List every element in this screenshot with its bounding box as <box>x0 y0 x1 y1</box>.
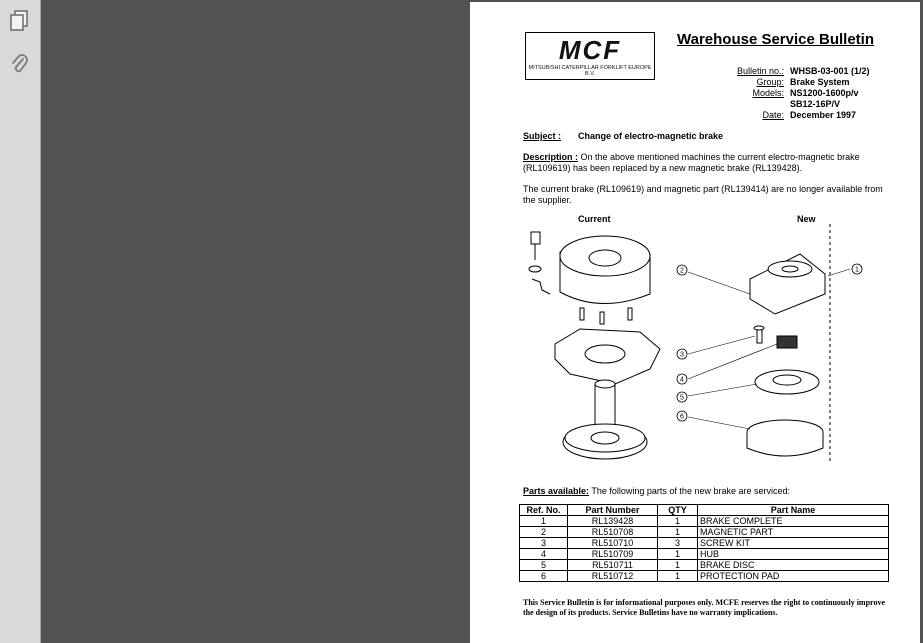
callout-5: 5 <box>680 394 684 402</box>
header-qty: QTY <box>658 505 698 516</box>
subject-label: Subject : <box>523 131 562 141</box>
new-label: New <box>797 214 816 224</box>
callout-4: 4 <box>680 376 684 384</box>
table-cell: RL510708 <box>568 527 658 538</box>
callout-3: 3 <box>680 351 684 359</box>
table-row <box>520 538 889 549</box>
table-cell: SCREW KIT <box>698 538 889 549</box>
bulletin-value: WHSB-03-001 (1/2) <box>790 66 870 76</box>
table-cell: 6 <box>520 571 568 582</box>
table-row <box>520 516 889 527</box>
table-cell: 1 <box>658 571 698 582</box>
logo-subtitle: MITSUBISHI CATERPILLAR FORKLIFT EUROPE B.V. <box>528 65 652 77</box>
table-cell: RL510709 <box>568 549 658 560</box>
mcf-logo <box>525 32 655 80</box>
table-cell: 1 <box>658 560 698 571</box>
side-panel <box>0 0 41 643</box>
header-ref: Ref. No. <box>520 505 568 516</box>
table-cell: PROTECTION PAD <box>698 571 889 582</box>
description-label: Description : <box>523 152 579 162</box>
table-cell: RL510711 <box>568 560 658 571</box>
description <box>523 152 893 174</box>
new-brake-drawing <box>747 224 830 464</box>
table-cell: 3 <box>520 538 568 549</box>
table-cell: MAGNETIC PART <box>698 527 889 538</box>
document-page <box>470 2 920 643</box>
description-text: On the above mentioned machines the current electro-magnetic brake (RL109619) has been replaced by a new magnetic brake (RL139428). <box>523 152 860 173</box>
current-label: Current <box>578 214 611 224</box>
table-row <box>520 560 889 571</box>
date-label: Date: <box>762 110 784 120</box>
callout-1: 1 <box>855 266 859 274</box>
table-cell: RL510710 <box>568 538 658 549</box>
table-header <box>520 505 889 516</box>
header-part-name: Part Name <box>698 505 889 516</box>
table-cell: 2 <box>520 527 568 538</box>
paragraph-2: The current brake (RL109619) and magnetic part (RL139414) are no longer available from the supplier. <box>523 184 883 205</box>
table-cell: 1 <box>658 549 698 560</box>
models-value-1: NS1200-1600p/v <box>790 88 859 98</box>
callout-6: 6 <box>680 413 684 421</box>
models-value-2: SB12-16P/V <box>790 99 841 109</box>
brake-exploded-diagram <box>520 224 900 482</box>
footer-note: This Service Bulletin is for informational purposes only. MCFE reserves the right to continuously improve the design of its products. Service Bulletins have no warranty implications. <box>523 598 885 617</box>
table-cell: 1 <box>658 516 698 527</box>
page-title: Warehouse Service Bulletin <box>677 31 875 48</box>
current-brake-drawing <box>529 232 660 459</box>
parts-table <box>519 504 889 582</box>
table-row <box>520 527 889 538</box>
table-cell: 3 <box>658 538 698 549</box>
callout-2: 2 <box>680 267 684 275</box>
parts-label: Parts available: <box>523 486 590 496</box>
parts-intro: The following parts of the new brake are serviced: <box>591 486 790 496</box>
logo-text: MCF <box>558 35 622 65</box>
table-cell: HUB <box>698 549 889 560</box>
date-value: December 1997 <box>790 110 857 120</box>
table-cell: 5 <box>520 560 568 571</box>
subject-value: Change of electro-magnetic brake <box>578 131 724 141</box>
table-row <box>520 571 889 582</box>
bulletin-label: Bulletin no.: <box>736 66 784 76</box>
table-cell: BRAKE DISC <box>698 560 889 571</box>
paperclip-icon[interactable] <box>6 52 32 78</box>
header-part-number: Part Number <box>568 505 658 516</box>
table-cell: 1 <box>520 516 568 527</box>
pages-icon[interactable] <box>6 8 32 34</box>
table-cell: RL510712 <box>568 571 658 582</box>
parts-available <box>523 486 790 497</box>
table-cell: RL139428 <box>568 516 658 527</box>
table-cell: 1 <box>658 527 698 538</box>
group-label: Group: <box>756 77 784 87</box>
table-cell: BRAKE COMPLETE <box>698 516 889 527</box>
models-label: Models: <box>752 88 784 98</box>
table-cell: 4 <box>520 549 568 560</box>
table-row <box>520 549 889 560</box>
group-value: Brake System <box>790 77 850 87</box>
